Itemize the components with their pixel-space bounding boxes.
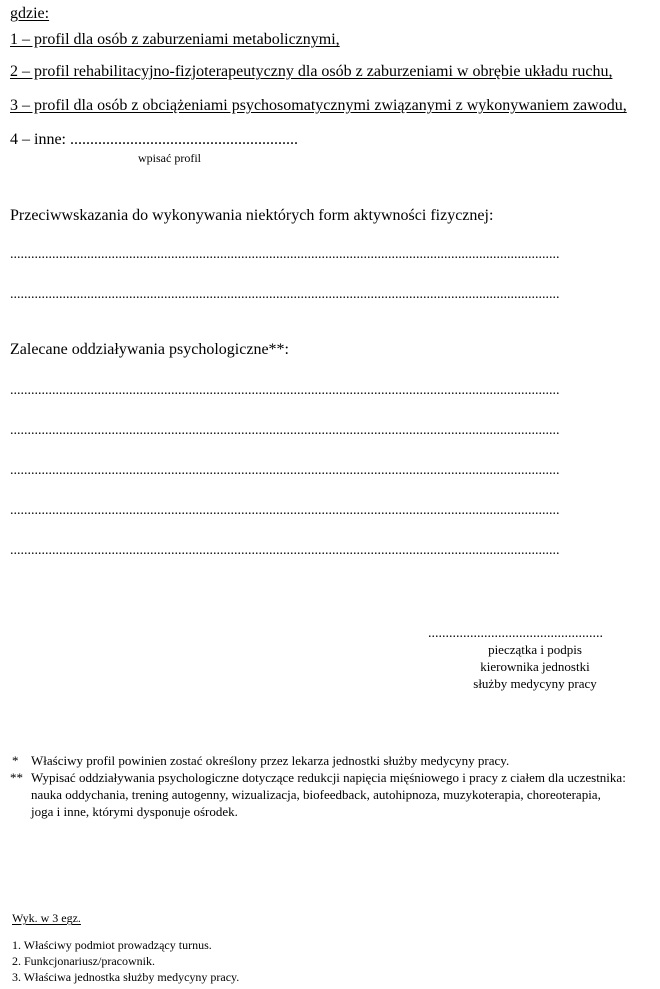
copies-heading: Wyk. w 3 egz. <box>12 911 81 925</box>
intro-label: gdzie: <box>10 5 50 22</box>
psychology-line-1: ............................................................................................................................................................. <box>10 383 560 398</box>
signature-line: .................................................. <box>428 626 603 641</box>
psychology-line-5: ............................................................................................................................................................. <box>10 543 560 558</box>
profile-1: 1 – profil dla osób z zaburzeniami metabolicznymi, <box>10 31 340 48</box>
profile-3: 3 – profil dla osób z obciążeniami psychosomatycznymi związanymi z wykonywaniem zawodu, <box>10 97 627 114</box>
signature-caption-3: służby medycyny pracy <box>473 676 597 691</box>
psychology-line-4: ............................................................................................................................................................. <box>10 503 560 518</box>
profile-other-hint: wpisać profil <box>138 151 201 165</box>
footnote-2-line-3: joga i inne, którymi dysponuje ośrodek. <box>31 804 238 819</box>
signature-caption-1: pieczątka i podpis <box>488 642 582 657</box>
psychology-heading: Zalecane oddziaływania psychologiczne**: <box>10 341 289 358</box>
contraindications-line-2: ............................................................................................................................................................. <box>10 287 560 302</box>
signature-caption-2: kierownika jednostki <box>480 659 590 674</box>
profile-other: 4 – inne: ......................................................... <box>10 131 298 148</box>
footnote-2-line-2: nauka oddychania, trening autogenny, wizualizacja, biofeedback, autohipnoza, muzykoterapia, choreoterapia, <box>31 787 601 802</box>
contraindications-line-1: ............................................................................................................................................................. <box>10 247 560 262</box>
copies-item-3: 3. Właściwa jednostka służby medycyny pracy. <box>12 970 240 984</box>
profile-2: 2 – profil rehabilitacyjno-fizjoterapeutyczny dla osób z zaburzeniami w obrębie układu ruchu, <box>10 63 613 80</box>
footnote-2-mark: ** <box>10 770 23 785</box>
contraindications-heading: Przeciwwskazania do wykonywania niektórych form aktywności fizycznej: <box>10 207 494 224</box>
copies-item-1: 1. Właściwy podmiot prowadzący turnus. <box>12 938 212 952</box>
footnote-1-mark: * <box>12 753 19 768</box>
footnote-1-text: Właściwy profil powinien zostać określony przez lekarza jednostki służby medycyny pracy. <box>31 753 510 768</box>
psychology-line-3: ............................................................................................................................................................. <box>10 463 560 478</box>
footnote-2-line-1: Wypisać oddziaływania psychologiczne dotyczące redukcji napięcia mięśniowego i pracy z ciałem dla uczestnika: <box>31 770 626 785</box>
psychology-line-2: ............................................................................................................................................................. <box>10 423 560 438</box>
copies-item-2: 2. Funkcjonariusz/pracownik. <box>12 954 155 968</box>
